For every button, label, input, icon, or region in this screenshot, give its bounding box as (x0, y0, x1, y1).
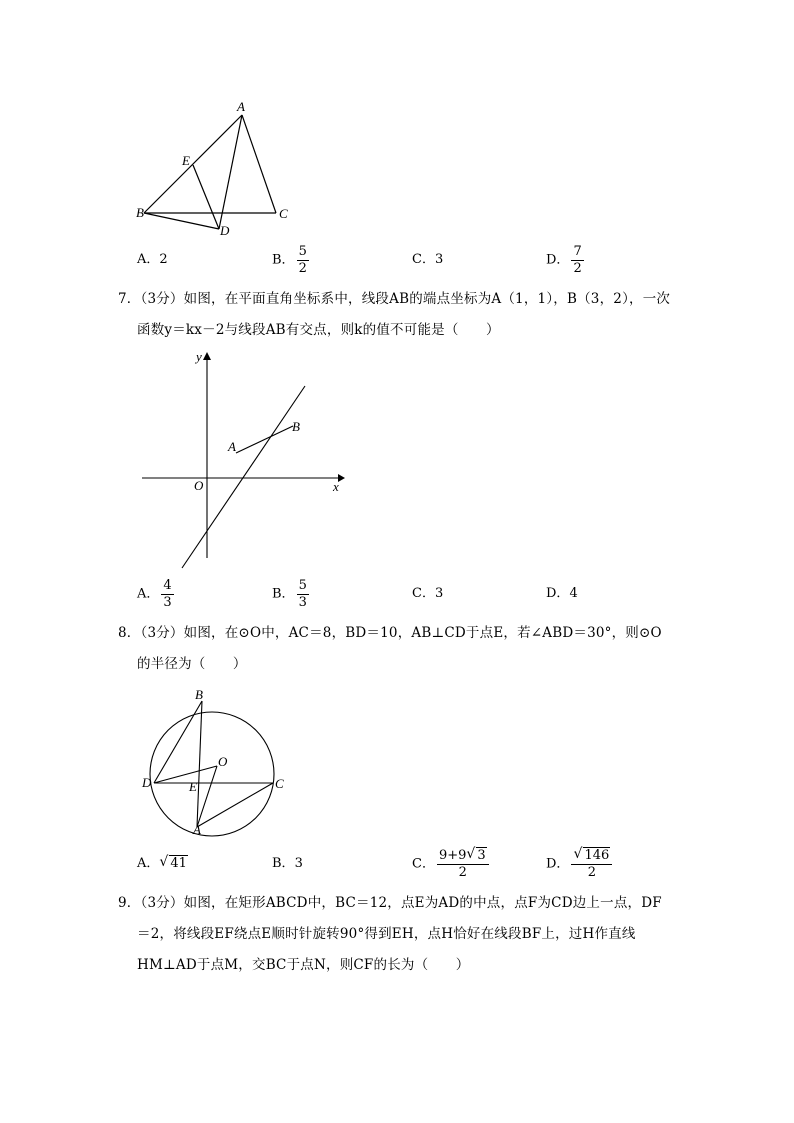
q7-label-a: A (228, 439, 236, 454)
q8-option-a: A．√ 41 (137, 856, 188, 872)
q7-stem-line1: 7．（3分）如图，在平面直角坐标系中，线段AB的端点坐标为A（1，1），B（3，2），一次 (118, 291, 671, 307)
q8-option-a-sqrt: √ 41 (159, 856, 188, 872)
q6-option-a: A．2 (137, 252, 168, 267)
q6-label-c: C (279, 206, 288, 221)
q7-coordinate-figure (138, 348, 353, 570)
q6-option-b: B． $\frac{5}{2}$ (272, 244, 307, 276)
q8-option-d-fraction: √ $\frac{146}{2}$ (571, 848, 612, 881)
q9-stem-line3: HM⊥AD于点M，交BC于点N，则CF的长为（ ） (137, 957, 470, 973)
q7-label-x: x (333, 479, 339, 494)
q6-option-d-fraction: $\frac{7}{2}$ (573, 244, 582, 276)
q7-option-c: C．3 (412, 586, 444, 601)
q6-option-c: C．3 (412, 252, 444, 267)
q6-label-b: B (136, 205, 144, 220)
q8-label-a: A (193, 822, 201, 837)
q9-stem-line1: 9．（3分）如图，在矩形ABCD中，BC＝12，点E为AD的中点，点F为CD边上一点，DF (118, 895, 662, 911)
q7-option-b-fraction: $\frac{5}{3}$ (298, 578, 307, 610)
q8-label-o: O (218, 754, 228, 769)
q7-option-a: A． $\frac{4}{3}$ (137, 578, 172, 610)
q8-option-c-sqrt: √ 3 (466, 848, 486, 864)
q8-stem-line1: 8．（3分）如图，在⊙O中，AC＝8，BD＝10，AB⊥CD于点E，若∠ABD＝30°，则⊙O (118, 625, 662, 641)
q8-label-d: D (142, 775, 152, 790)
q7-option-a-fraction: $\frac{4}{3}$ (163, 578, 172, 610)
q8-option-c: C． $\frac{9+9√ 3}{2}$ (412, 848, 489, 881)
q6-option-b-fraction: $\frac{5}{2}$ (298, 244, 307, 276)
q8-option-d: D． √ $\frac{146}{2}$ (546, 848, 612, 881)
q8-label-b: B (195, 687, 203, 702)
q6-option-d: D． $\frac{7}{2}$ (546, 244, 582, 276)
q8-option-b: B．3 (272, 856, 303, 871)
q8-label-c: C (275, 776, 284, 791)
q7-label-b: B (292, 419, 300, 434)
q8-stem-line2: 的半径为（ ） (137, 656, 247, 672)
q7-label-origin: O (194, 478, 204, 493)
q6-label-d: D (220, 223, 230, 238)
q8-option-d-sqrt: √ 146 (573, 848, 610, 864)
q7-option-d: D．4 (546, 586, 578, 601)
q7-stem-line2: 函数y＝kx－2与线段AB有交点，则k的值不可能是（ ） (137, 322, 500, 338)
q7-option-b: B． $\frac{5}{3}$ (272, 578, 307, 610)
q6-label-e: E (182, 153, 190, 168)
q9-stem-line2: ＝2，将线段EF绕点E顺时针旋转90°得到EH，点H恰好在线段BF上，过H作直线 (137, 926, 636, 942)
q6-triangle-figure (130, 95, 300, 245)
q8-option-c-fraction: $\frac{9+9√ 3}{2}$ (437, 848, 489, 881)
q8-label-e: E (189, 779, 197, 794)
q6-label-a: A (237, 99, 245, 114)
q8-circle-figure (140, 686, 295, 841)
q7-label-y: y (196, 349, 202, 364)
